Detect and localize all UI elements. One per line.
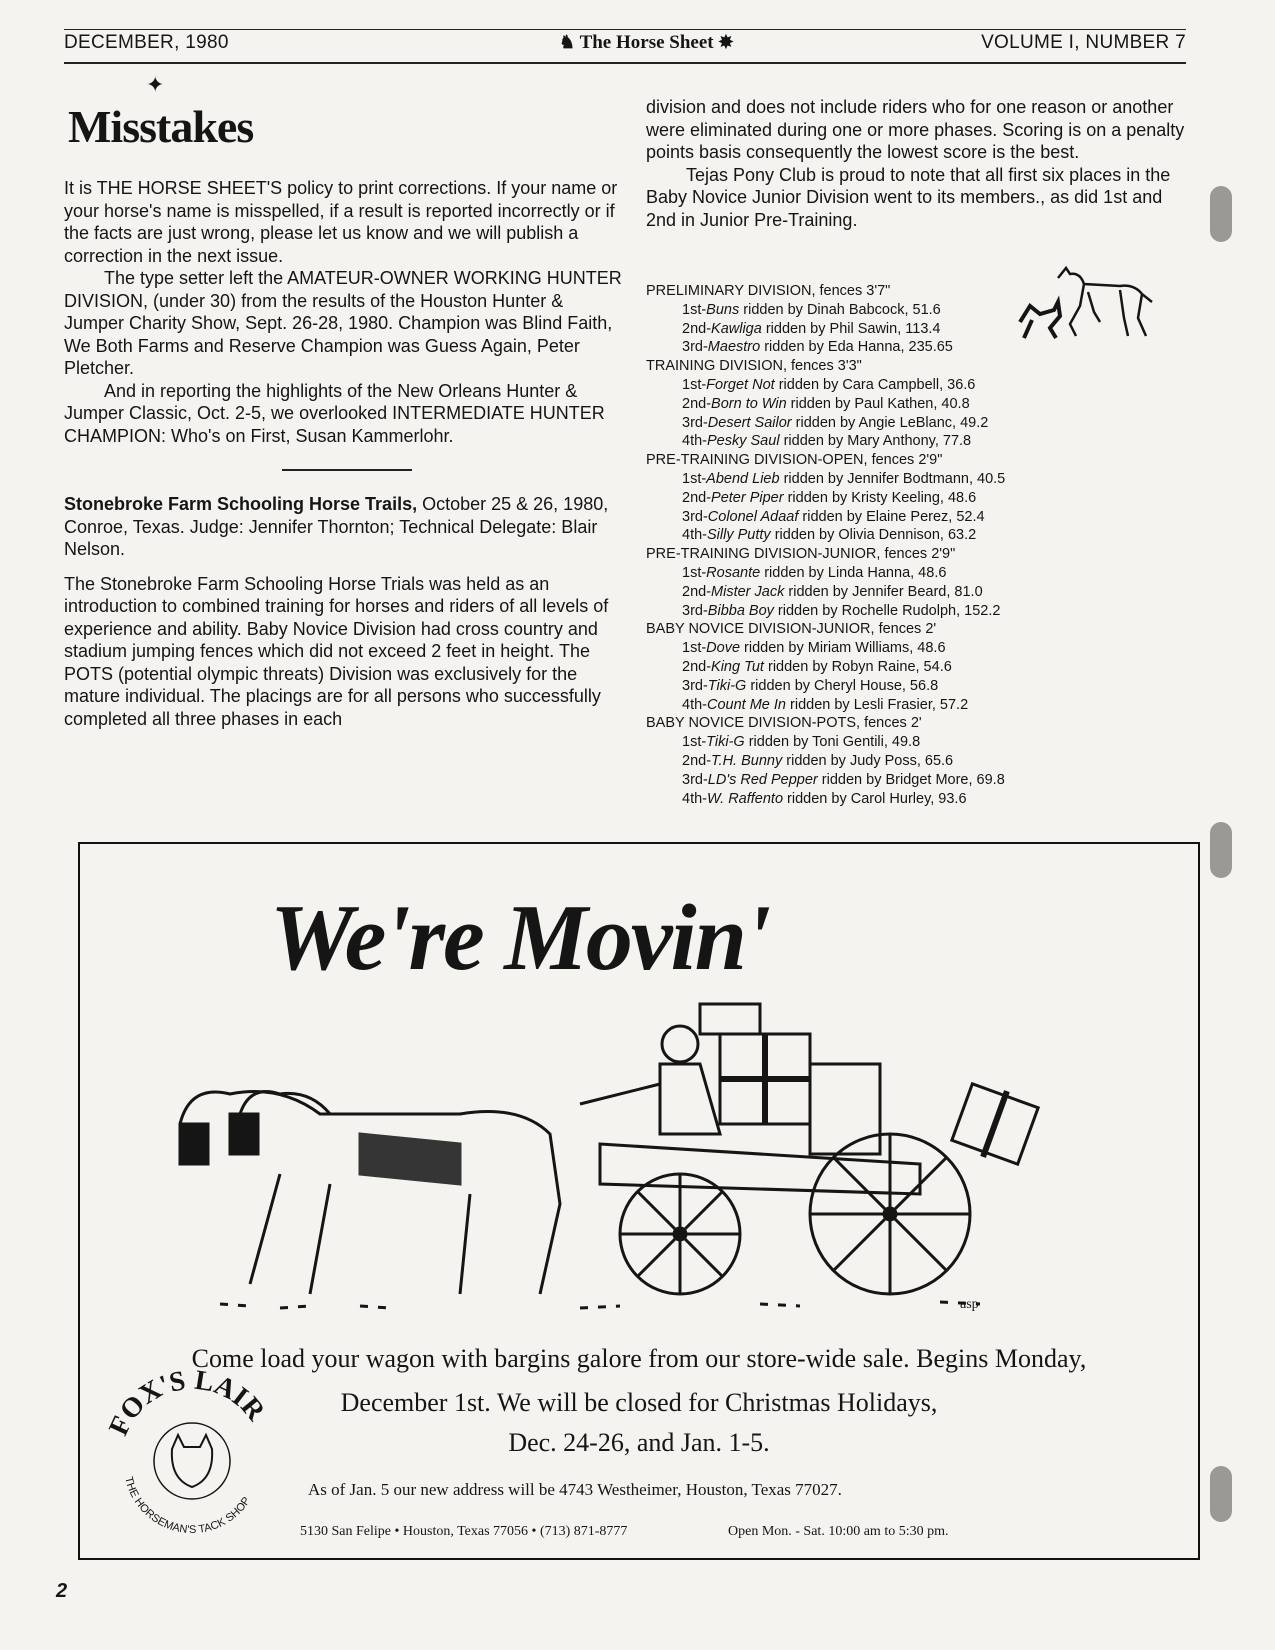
result-place: 3rd-	[682, 602, 708, 619]
pony-club-note: Tejas Pony Club is proud to note that all first six places in the Baby Novice Junior Division went to its members., as did 1st and 2nd in Junior Pre-Training.	[646, 164, 1171, 230]
result-horse: Abend Lieb	[706, 470, 780, 487]
result-horse: Tiki-G	[707, 677, 747, 694]
logo-tagline: THE HORSEMAN'S TACK SHOP	[122, 1475, 253, 1537]
result-horse: Colonel Adaaf	[707, 508, 799, 525]
result-place: 2nd-	[682, 752, 712, 769]
result-entry	[646, 489, 1206, 508]
result-rider-score: ridden by Linda Hanna, 48.6	[760, 564, 947, 581]
result-place: 3rd-	[682, 677, 708, 694]
stonebroke-continued: division and does not include riders who for one reason or another were eliminated during one or more phases. Scoring is on a penalty points basis consequently the lowest score is the best.	[646, 97, 1185, 162]
result-entry	[646, 752, 1206, 771]
result-place: 3rd-	[682, 508, 708, 525]
page-number: 2	[56, 1580, 68, 1602]
ad-sale-line-1: Come load your wagon with bargins galore from our store-wide sale. Begins Monday,	[191, 1344, 1087, 1373]
result-place: 3rd-	[682, 339, 708, 356]
publication-name: The Horse Sheet	[579, 32, 714, 53]
result-horse: Forget Not	[706, 376, 775, 393]
result-division: BABY NOVICE DIVISION-POTS, fences 2'	[646, 715, 922, 732]
stonebroke-title: Stonebroke Farm Schooling Horse Trails,	[64, 494, 418, 514]
result-horse: Rosante	[706, 564, 761, 581]
result-rider-score: ridden by Phil Sawin, 113.4	[761, 320, 941, 337]
bird-icon: ✦	[146, 72, 165, 97]
result-rider-score: ridden by Jennifer Beard, 81.0	[784, 583, 983, 600]
stonebroke-heading	[64, 493, 624, 561]
result-place: 2nd-	[682, 658, 712, 675]
result-entry	[646, 771, 1206, 790]
result-place: 2nd-	[682, 395, 712, 412]
binder-hole-top	[1210, 186, 1232, 242]
result-rider-score: ridden by Elaine Perez, 52.4	[798, 508, 985, 525]
result-entry	[646, 658, 1206, 677]
result-horse: Silly Putty	[707, 527, 771, 544]
left-column	[64, 72, 624, 730]
foxs-lair-logo	[102, 1369, 282, 1549]
result-entry	[646, 526, 1206, 545]
result-place: 1st-	[682, 640, 707, 657]
binder-hole-middle	[1210, 822, 1232, 878]
misstakes-correction-2: And in reporting the highlights of the New Orleans Hunter & Jumper Classic, Oct. 2-5, we overlooked INTERMEDIATE HUNTER CHAMPION: Who's on First, Susan Kammerlohr.	[64, 380, 605, 446]
result-rider-score: ridden by Angie LeBlanc, 49.2	[791, 414, 989, 431]
result-rider-score: ridden by Rochelle Rudolph, 152.2	[773, 602, 1001, 619]
results-list	[646, 282, 1206, 808]
result-rider-score: ridden by Lesli Frasier, 57.2	[786, 696, 969, 713]
result-horse: Peter Piper	[711, 489, 784, 506]
masthead	[64, 32, 1186, 60]
result-entry	[646, 470, 1206, 489]
result-horse: Born to Win	[711, 395, 787, 412]
result-rider-score: ridden by Judy Poss, 65.6	[782, 752, 954, 769]
ad-headline: We're Movin'	[270, 886, 770, 990]
header-rule-bottom	[64, 62, 1186, 64]
result-rider-score: ridden by Dinah Babcock, 51.6	[739, 301, 941, 318]
section-divider	[282, 469, 412, 471]
result-entry	[646, 677, 1206, 696]
result-horse: Maestro	[707, 339, 761, 356]
result-division: TRAINING DIVISION, fences 3'3"	[646, 358, 862, 375]
result-entry	[646, 696, 1206, 715]
result-division: PRE-TRAINING DIVISION-JUNIOR, fences 2'9"	[646, 546, 956, 563]
result-place: 2nd-	[682, 489, 712, 506]
result-entry	[646, 508, 1206, 527]
logo-name: FOX'S LAIR	[103, 1369, 271, 1441]
result-rider-score: ridden by Toni Gentili, 49.8	[744, 734, 921, 751]
result-entry	[646, 320, 1206, 339]
result-horse: Desert Sailor	[707, 414, 792, 431]
issue-date: DECEMBER, 1980	[64, 32, 229, 53]
result-horse: King Tut	[711, 658, 764, 675]
right-column	[646, 96, 1186, 231]
result-place: 1st-	[682, 734, 707, 751]
result-entry	[646, 338, 1206, 357]
result-horse: Bibba Boy	[707, 602, 774, 619]
result-entry	[646, 583, 1206, 602]
result-entry	[646, 432, 1206, 451]
result-place: 4th-	[682, 433, 707, 450]
result-place: 1st-	[682, 470, 707, 487]
result-horse: LD's Red Pepper	[707, 771, 818, 788]
result-horse: Buns	[706, 301, 740, 318]
result-entry	[646, 414, 1206, 433]
result-rider-score: ridden by Carol Hurley, 93.6	[783, 790, 967, 807]
result-division: PRE-TRAINING DIVISION-OPEN, fences 2'9"	[646, 452, 943, 469]
result-rider-score: ridden by Mary Anthony, 77.8	[779, 433, 972, 450]
fox-icon	[172, 1435, 212, 1487]
result-horse: Kawliga	[711, 320, 762, 337]
result-horse: Mister Jack	[711, 583, 785, 600]
binder-hole-bottom	[1210, 1466, 1232, 1522]
result-horse: Tiki-G	[706, 734, 745, 751]
result-rider-score: ridden by Paul Kathen, 40.8	[786, 395, 970, 412]
result-place: 1st-	[682, 376, 707, 393]
misstakes-intro: It is THE HORSE SHEET'S policy to print corrections. If your name or your horse's name is misspelled, if a result is reported incorrectly or if the facts are just wrong, please let us know and we will publish a correction in the next issue.	[64, 178, 618, 266]
result-rider-score: ridden by Cheryl House, 56.8	[746, 677, 939, 694]
fox-icon: ✸	[718, 32, 734, 52]
result-place: 4th-	[682, 527, 707, 544]
result-entry	[646, 376, 1206, 395]
result-horse: Dove	[706, 640, 741, 657]
result-rider-score: ridden by Kristy Keeling, 48.6	[783, 489, 977, 506]
publication-title	[559, 32, 733, 54]
horse-wagon-illustration	[160, 994, 1060, 1334]
result-rider-score: ridden by Bridget More, 69.8	[817, 771, 1005, 788]
result-place: 2nd-	[682, 320, 712, 337]
result-rider-score: ridden by Jennifer Bodtmann, 40.5	[779, 470, 1006, 487]
result-entry	[646, 301, 1206, 320]
ad-sale-line-3: Dec. 24-26, and Jan. 1-5.	[508, 1428, 770, 1457]
misstakes-correction-1: The type setter left the AMATEUR-OWNER WORKING HUNTER DIVISION, (under 30) from the results of the Houston Hunter & Jumper Charity Show, Sept. 26-28, 1980. Champion was Blind Faith, We Both Farms and Reserve Champion was Guess Again, Peter Pletcher.	[64, 268, 622, 378]
result-rider-score: ridden by Eda Hanna, 235.65	[760, 339, 953, 356]
issue-volume: VOLUME I, NUMBER 7	[981, 32, 1186, 53]
result-place: 1st-	[682, 301, 707, 318]
result-rider-score: ridden by Olivia Dennison, 63.2	[770, 527, 977, 544]
artist-signature: asp	[960, 1297, 979, 1312]
ad-sale-line-2: December 1st. We will be closed for Christmas Holidays,	[340, 1388, 938, 1417]
result-entry	[646, 790, 1206, 809]
result-division: PRELIMINARY DIVISION, fences 3'7"	[646, 283, 891, 299]
result-rider-score: ridden by Robyn Raine, 54.6	[763, 658, 952, 675]
result-place: 3rd-	[682, 414, 708, 431]
result-place: 3rd-	[682, 771, 708, 788]
foxs-lair-advertisement	[78, 842, 1200, 1560]
result-place: 4th-	[682, 696, 707, 713]
horse-icon: ♞	[559, 32, 576, 52]
result-horse: T.H. Bunny	[711, 752, 783, 769]
misstakes-heading: Misstakes	[68, 101, 254, 152]
ad-contact-info: 5130 San Felipe • Houston, Texas 77056 • (713) 871-8777	[300, 1524, 628, 1539]
ad-store-hours: Open Mon. - Sat. 10:00 am to 5:30 pm.	[728, 1524, 949, 1539]
result-rider-score: ridden by Cara Campbell, 36.6	[774, 376, 976, 393]
result-horse: W. Raffento	[707, 790, 784, 807]
ad-new-address: As of Jan. 5 our new address will be 4743 Westheimer, Houston, Texas 77027.	[308, 1480, 842, 1499]
result-rider-score: ridden by Miriam Williams, 48.6	[740, 640, 946, 657]
result-entry	[646, 639, 1206, 658]
stonebroke-details: October 25 & 26, 1980, Conroe, Texas. Judge: Jennifer Thornton; Technical Delegate: Blair Nelson.	[64, 494, 609, 559]
result-entry	[646, 395, 1206, 414]
result-entry	[646, 564, 1206, 583]
result-place: 4th-	[682, 790, 707, 807]
result-place: 1st-	[682, 564, 707, 581]
result-entry	[646, 733, 1206, 752]
result-horse: Count Me In	[707, 696, 786, 713]
result-division: BABY NOVICE DIVISION-JUNIOR, fences 2'	[646, 621, 937, 638]
stonebroke-body: The Stonebroke Farm Schooling Horse Trials was held as an introduction to combined training for horses and riders of all levels of experience and ability. Baby Novice Division had cross country and stadium jumping fences which did not exceed 2 feet in height. The POTS (potential olympic threats) Division was exclusively for the mature individual. The placings are for all persons who successfully completed all three phases in each	[64, 573, 609, 729]
result-place: 2nd-	[682, 583, 712, 600]
result-horse: Pesky Saul	[707, 433, 780, 450]
header-rule-top	[64, 29, 1186, 30]
result-entry	[646, 602, 1206, 621]
